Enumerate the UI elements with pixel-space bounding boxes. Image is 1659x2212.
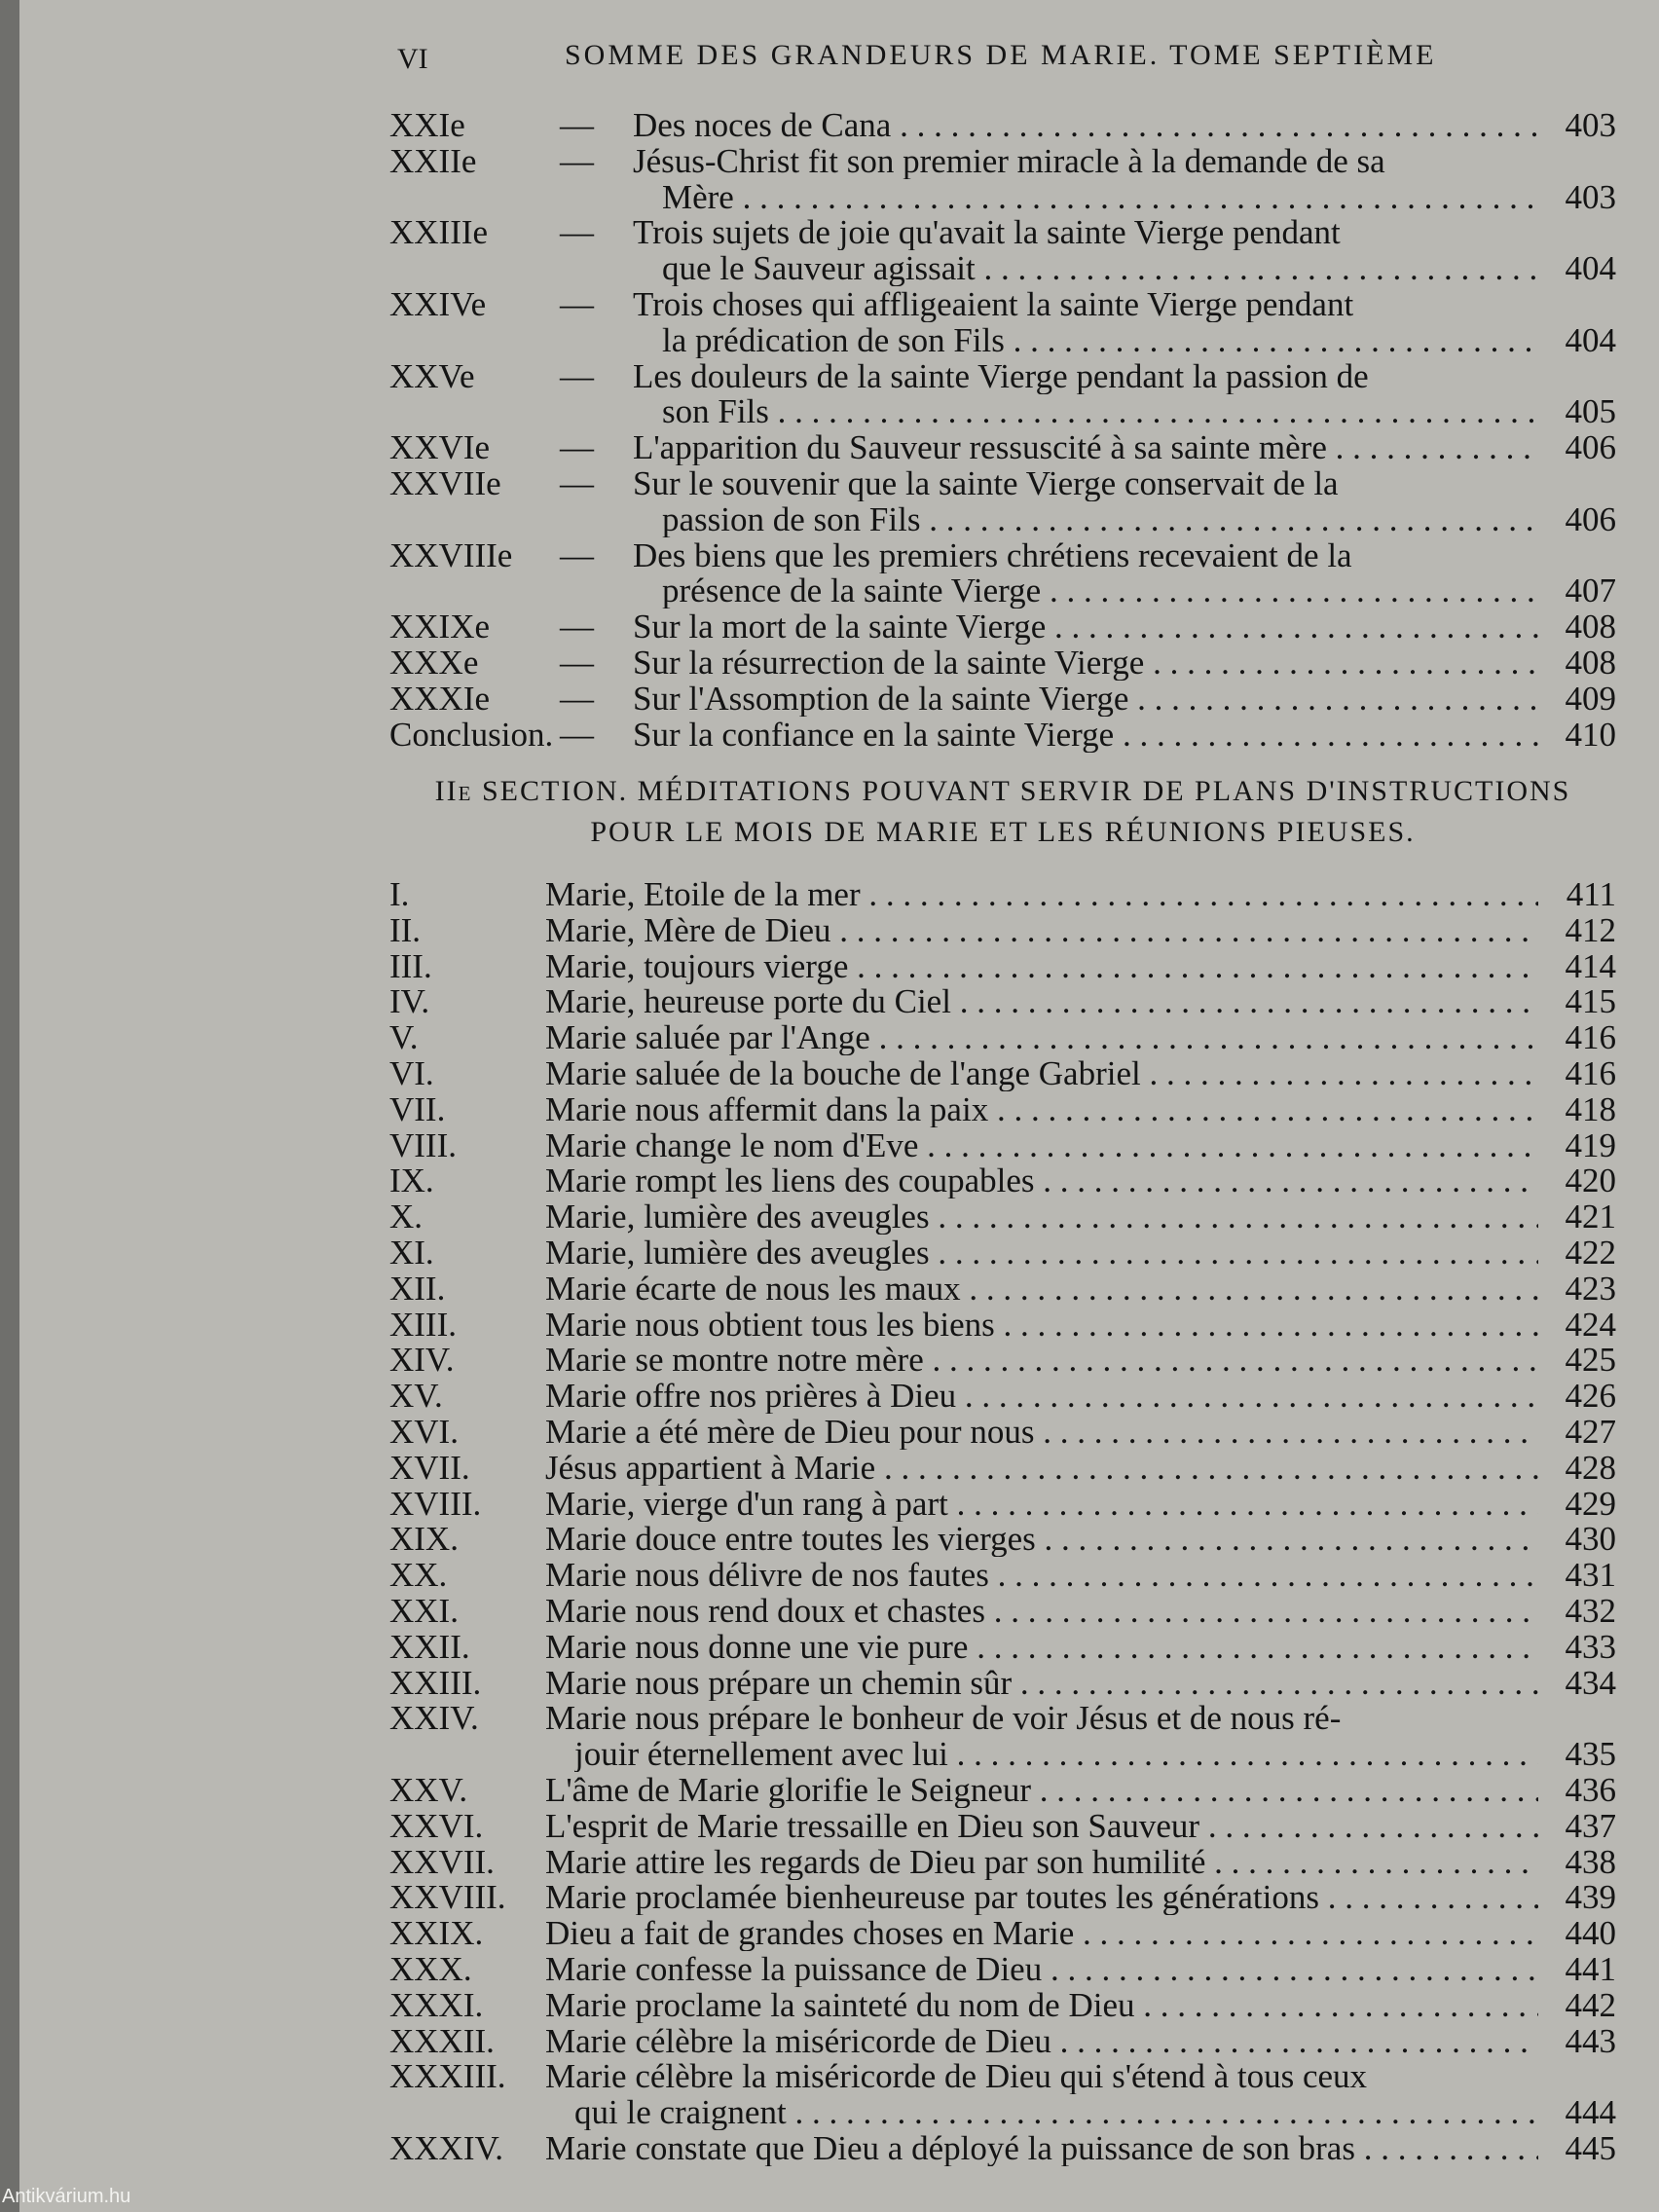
- entry-dash: —: [560, 608, 594, 646]
- scan-edge: [0, 0, 19, 2212]
- entry-number: XII.: [389, 1269, 446, 1308]
- entry-title: Marie se montre notre mère . . .: [545, 1342, 1538, 1378]
- entry-number: XXIe: [389, 106, 465, 144]
- entry-number: XXXIV.: [389, 2129, 503, 2167]
- section-2-heading-line-2: POUR LE MOIS DE MARIE ET LES RÉUNIONS PIEUSES.: [590, 816, 1416, 848]
- entry-page: 409: [1565, 679, 1616, 718]
- entry-number: XVI.: [389, 1413, 459, 1451]
- entry-number: VI.: [389, 1054, 434, 1092]
- entry-page: 442: [1565, 1985, 1616, 2024]
- entry-number: IX.: [389, 1161, 434, 1200]
- entry-title: Marie, lumière des aveugles . . .: [545, 1198, 1538, 1235]
- entry-page: 437: [1565, 1806, 1616, 1845]
- entry-page: 416: [1565, 1054, 1616, 1092]
- entry-title: Sur la résurrection de la sainte Vierge . . .: [633, 645, 1538, 681]
- entry-title: Marie, toujours vierge . . .: [545, 948, 1538, 984]
- entry-page: 422: [1565, 1234, 1616, 1272]
- entry-page: 419: [1565, 1125, 1616, 1164]
- entry-title: Marie écarte de nous les maux . . .: [545, 1271, 1538, 1307]
- entry-title: Marie nous prépare un chemin sûr . . .: [545, 1665, 1538, 1701]
- entry-page: 434: [1565, 1663, 1616, 1702]
- entry-number: XXXIe: [389, 679, 491, 718]
- entry-page: 403: [1565, 106, 1616, 144]
- entry-dash: —: [560, 106, 594, 144]
- entry-number: III.: [389, 946, 432, 985]
- entry-number: XVII.: [389, 1448, 470, 1487]
- entry-title: L'âme de Marie glorifie le Seigneur . . .: [545, 1772, 1538, 1808]
- entry-number: XXVI.: [389, 1806, 484, 1845]
- entry-number: XXXII.: [389, 2021, 495, 2060]
- entry-page: 411: [1566, 875, 1616, 913]
- entry-page: 431: [1565, 1556, 1616, 1595]
- entry-number: X.: [389, 1198, 424, 1236]
- entry-title: Marie nous délivre de nos fautes . . .: [545, 1557, 1538, 1593]
- entry-page: 428: [1565, 1448, 1616, 1487]
- entry-title: Les douleurs de la sainte Vierge pendant la passion de: [633, 357, 1369, 394]
- entry-page: 436: [1565, 1771, 1616, 1809]
- entry-page: 414: [1565, 946, 1616, 985]
- entry-number: XXII.: [389, 1627, 470, 1666]
- entry-page: 404: [1565, 249, 1616, 288]
- entry-number: Conclusion.: [389, 715, 554, 754]
- entry-page: 423: [1565, 1269, 1616, 1308]
- entry-page: 435: [1565, 1735, 1616, 1774]
- entry-page: 445: [1565, 2129, 1616, 2167]
- entry-title: son Fils . . .: [662, 393, 1538, 429]
- entry-title: Marie, vierge d'un rang à part . . .: [545, 1486, 1538, 1522]
- entry-page: 410: [1565, 715, 1616, 754]
- entry-title: jouir éternellement avec lui . . .: [574, 1736, 1538, 1772]
- entry-number: XXXI.: [389, 1985, 484, 2024]
- entry-page: 408: [1565, 608, 1616, 646]
- entry-title: Marie proclame la sainteté du nom de Dieu . . .: [545, 1987, 1538, 2023]
- entry-title: Mère . . .: [662, 179, 1538, 215]
- entry-number: II.: [389, 910, 422, 949]
- entry-title: Trois choses qui affligeaient la sainte Vierge pendant: [633, 286, 1354, 322]
- entry-number: XXVe: [389, 356, 475, 395]
- entry-number: XXIX.: [389, 1914, 484, 1953]
- entry-number: XXX.: [389, 1950, 472, 1988]
- entry-dash: —: [560, 285, 594, 323]
- entry-title: Sur l'Assomption de la sainte Vierge . . .: [633, 681, 1538, 717]
- entry-page: 444: [1565, 2093, 1616, 2132]
- entry-title: Marie célèbre la miséricorde de Dieu qui s'étend à tous ceux: [545, 2058, 1368, 2095]
- entry-number: XXXe: [389, 644, 479, 682]
- entry-page: 415: [1565, 982, 1616, 1021]
- entry-title: Marie, Mère de Dieu . . .: [545, 912, 1538, 948]
- entry-number: XXVIIe: [389, 464, 501, 502]
- entry-number: XV.: [389, 1377, 443, 1416]
- entry-title: Sur la mort de la sainte Vierge . . .: [633, 608, 1538, 645]
- entry-number: VII.: [389, 1089, 446, 1128]
- entry-number: XIII.: [389, 1305, 457, 1344]
- entry-page: 421: [1565, 1198, 1616, 1236]
- page-folio: VI: [397, 43, 428, 75]
- entry-page: 441: [1565, 1950, 1616, 1988]
- entry-number: XXVIe: [389, 428, 491, 467]
- entry-page: 427: [1565, 1413, 1616, 1451]
- entry-title: Marie nous affermit dans la paix . . .: [545, 1091, 1538, 1127]
- entry-title: qui le craignent . . .: [574, 2094, 1538, 2130]
- entry-page: 439: [1565, 1878, 1616, 1917]
- entry-title: Marie nous obtient tous les biens . . .: [545, 1307, 1538, 1343]
- entry-page: 403: [1565, 177, 1616, 216]
- entry-title: Sur la confiance en la sainte Vierge . . .: [633, 717, 1538, 753]
- entry-title: L'apparition du Sauveur ressuscité à sa sainte mère . . .: [633, 429, 1538, 465]
- entry-title: la prédication de son Fils . . .: [662, 322, 1538, 358]
- entry-number: IV.: [389, 982, 430, 1021]
- entry-title: Marie nous prépare le bonheur de voir Jésus et de nous ré-: [545, 1700, 1342, 1737]
- entry-number: XXVIIIe: [389, 535, 513, 574]
- entry-number: XXIIe: [389, 141, 477, 180]
- entry-number: VIII.: [389, 1125, 457, 1164]
- section-2-heading-line-1: IIe SECTION. MÉDITATIONS POUVANT SERVIR DE PLANS D'INSTRUCTIONS: [434, 775, 1571, 807]
- entry-page: 406: [1565, 428, 1616, 467]
- entry-number: XIV.: [389, 1341, 455, 1380]
- entry-page: 424: [1565, 1305, 1616, 1344]
- entry-title: Marie a été mère de Dieu pour nous . . .: [545, 1414, 1538, 1450]
- entry-title: L'esprit de Marie tressaille en Dieu son Sauveur . . .: [545, 1808, 1538, 1844]
- entry-dash: —: [560, 535, 594, 574]
- entry-title: Marie nous donne une vie pure . . .: [545, 1629, 1538, 1665]
- entry-dash: —: [560, 464, 594, 502]
- entry-page: 412: [1565, 910, 1616, 949]
- entry-number: XXVIII.: [389, 1878, 506, 1917]
- section-2-heading: [389, 771, 1616, 853]
- entry-title: Marie offre nos prières à Dieu . . .: [545, 1378, 1538, 1414]
- entry-title: passion de son Fils . . .: [662, 501, 1538, 537]
- entry-page: 440: [1565, 1914, 1616, 1953]
- entry-page: 420: [1565, 1161, 1616, 1200]
- entry-title: Marie saluée de la bouche de l'ange Gabriel . . .: [545, 1055, 1538, 1091]
- entry-number: XXIXe: [389, 608, 491, 646]
- entry-page: 438: [1565, 1842, 1616, 1881]
- entry-title: que le Sauveur agissait . . .: [662, 250, 1538, 286]
- entry-number: XXIII.: [389, 1663, 482, 1702]
- entry-title: Des biens que les premiers chrétiens recevaient de la: [633, 536, 1352, 573]
- entry-page: 433: [1565, 1627, 1616, 1666]
- entry-title: Jésus-Christ fit son premier miracle à la demande de sa: [633, 142, 1385, 179]
- entry-number: XX.: [389, 1556, 448, 1595]
- entry-title: Marie rompt les liens des coupables . . .: [545, 1162, 1538, 1198]
- entry-title: Marie célèbre la miséricorde de Dieu . . .: [545, 2023, 1538, 2059]
- entry-number: XXVII.: [389, 1842, 495, 1881]
- entry-page: 430: [1565, 1520, 1616, 1559]
- entry-page: 416: [1565, 1018, 1616, 1057]
- entry-title: Des noces de Cana . . .: [633, 107, 1538, 143]
- entry-dash: —: [560, 141, 594, 180]
- entry-title: présence de la sainte Vierge . . .: [662, 572, 1538, 608]
- entry-title: Marie, heureuse porte du Ciel . . .: [545, 983, 1538, 1019]
- entry-number: XXI.: [389, 1592, 459, 1630]
- entry-title: Marie attire les regards de Dieu par son humilité . . .: [545, 1844, 1538, 1880]
- entry-number: XXIIIe: [389, 213, 489, 252]
- entry-title: Marie, Etoile de la mer . . .: [545, 876, 1538, 912]
- entry-page: 404: [1565, 320, 1616, 359]
- entry-dash: —: [560, 715, 594, 754]
- running-head: SOMME DES GRANDEURS DE MARIE. TOME SEPTIÈME: [565, 39, 1437, 71]
- entry-dash: —: [560, 679, 594, 718]
- entry-page: 405: [1565, 392, 1616, 431]
- entry-title: Marie douce entre toutes les vierges . . .: [545, 1521, 1538, 1557]
- entry-page: 408: [1565, 644, 1616, 682]
- entry-page: 429: [1565, 1484, 1616, 1523]
- entry-dash: —: [560, 428, 594, 467]
- entry-number: XVIII.: [389, 1484, 482, 1523]
- entry-page: 432: [1565, 1592, 1616, 1630]
- entry-dash: —: [560, 213, 594, 252]
- entry-page: 426: [1565, 1377, 1616, 1416]
- entry-page: 407: [1565, 571, 1616, 610]
- watermark-stamp: Antikvárium.hu: [2, 2186, 131, 2207]
- entry-title: Trois sujets de joie qu'avait la sainte Vierge pendant: [633, 214, 1341, 251]
- entry-title: Marie proclamée bienheureuse par toutes les générations . . .: [545, 1879, 1538, 1915]
- entry-dash: —: [560, 356, 594, 395]
- entry-number: I.: [389, 875, 410, 913]
- entry-number: XXIVe: [389, 285, 487, 323]
- entry-page: 406: [1565, 499, 1616, 538]
- entry-title: Marie confesse la puissance de Dieu . . .: [545, 1951, 1538, 1987]
- entry-title: Marie constate que Dieu a déployé la puissance de son bras . . .: [545, 2130, 1538, 2166]
- entry-page: 418: [1565, 1089, 1616, 1128]
- entry-title: Jésus appartient à Marie . . .: [545, 1450, 1538, 1486]
- entry-number: XXV.: [389, 1771, 468, 1809]
- entry-number: V.: [389, 1018, 419, 1057]
- entry-number: XXIV.: [389, 1699, 479, 1738]
- entry-page: 443: [1565, 2021, 1616, 2060]
- entry-title: Marie, lumière des aveugles . . .: [545, 1235, 1538, 1271]
- entry-dash: —: [560, 644, 594, 682]
- entry-title: Sur le souvenir que la sainte Vierge conservait de la: [633, 465, 1339, 501]
- entry-number: XXXIII.: [389, 2057, 506, 2096]
- entry-title: Marie nous rend doux et chastes . . .: [545, 1593, 1538, 1629]
- entry-title: Marie change le nom d'Eve . . .: [545, 1127, 1538, 1163]
- entry-page: 425: [1565, 1341, 1616, 1380]
- entry-title: Dieu a fait de grandes choses en Marie . . .: [545, 1915, 1538, 1951]
- entry-title: Marie saluée par l'Ange . . .: [545, 1019, 1538, 1055]
- entry-number: XIX.: [389, 1520, 459, 1559]
- entry-number: XI.: [389, 1234, 434, 1272]
